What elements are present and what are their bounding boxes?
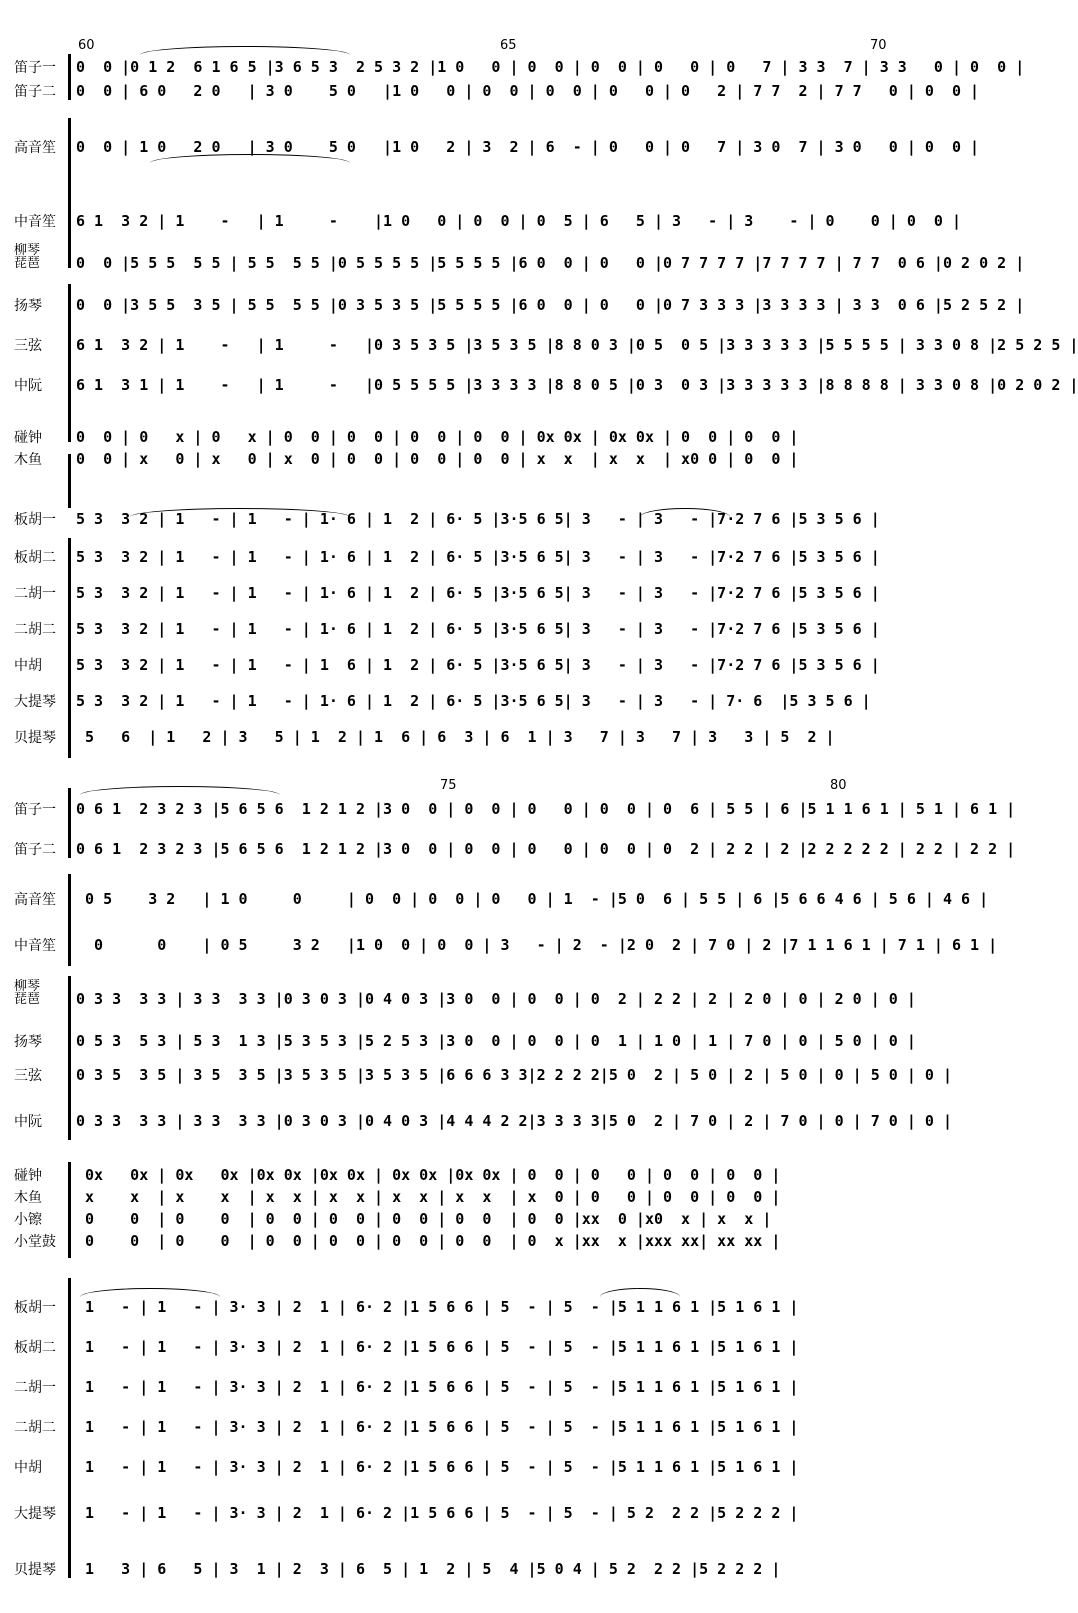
- staff-notes: 0 3 3 3 3 | 3 3 3 3 |0 3 0 3 |0 4 0 3 |3 0 0 | 0 0 | 0 2 | 2 2 | 2 | 2 0 | 0 | 2 0 | 0 |: [76, 990, 916, 1008]
- staff-label: 板胡二: [14, 1340, 56, 1356]
- staff-label: 贝提琴: [14, 1562, 56, 1578]
- staff-notes: 5 3 3 2 | 1 - | 1 - | 1· 6 | 1 2 | 6· 5 |3·5 6 5| 3 - | 3 - |7·2 7 6 |5 3 5 6 |: [76, 548, 880, 566]
- slur: [80, 1288, 220, 1297]
- staff-label: 木鱼: [14, 1190, 42, 1206]
- staff-label: 小堂鼓: [14, 1234, 56, 1250]
- staff-label: 板胡一: [14, 512, 56, 528]
- staff-label: 三弦: [14, 338, 42, 354]
- group-bracket: [68, 788, 71, 858]
- staff-notes: 0 0 | 6 0 2 0 | 3 0 5 0 |1 0 0 | 0 0 | 0 0 | 0 0 | 0 2 | 7 7 2 | 7 7 0 | 0 0 |: [76, 82, 980, 100]
- group-bracket: [68, 1278, 71, 1578]
- staff-label: 中阮: [14, 378, 42, 394]
- staff-notes: 1 - | 1 - | 3· 3 | 2 1 | 6· 2 |1 5 6 6 | 5 - | 5 - | 5 2 2 2 |5 2 2 2 |: [76, 1504, 799, 1522]
- staff-label: 碰钟: [14, 430, 42, 446]
- measure-number: 70: [870, 38, 887, 53]
- staff-label: 大提琴: [14, 694, 56, 710]
- staff-label: 二胡二: [14, 622, 56, 638]
- staff-notes: 0 3 5 3 5 | 3 5 3 5 |3 5 3 5 |3 5 3 5 |6 6 6 3 3|2 2 2 2|5 0 2 | 5 0 | 2 | 5 0 | 0 | 5 0 | 0 |: [76, 1066, 952, 1084]
- staff-label: 中音笙: [14, 214, 56, 230]
- staff-label: 大提琴: [14, 1506, 56, 1522]
- staff-notes: 0 0 | 1 0 2 0 | 3 0 5 0 |1 0 2 | 3 2 | 6 - | 0 0 | 0 7 | 3 0 7 | 3 0 0 | 0 0 |: [76, 138, 980, 156]
- staff-label: 中音笙: [14, 938, 56, 954]
- staff-label: 笛子一: [14, 60, 56, 76]
- staff-notes: 0 0 | 0 x | 0 x | 0 0 | 0 0 | 0 0 | 0 0 | 0x 0x | 0x 0x | 0 0 | 0 0 |: [76, 428, 799, 446]
- measure-number: 60: [78, 38, 95, 53]
- staff-notes: 0 6 1 2 3 2 3 |5 6 5 6 1 2 1 2 |3 0 0 | 0 0 | 0 0 | 0 0 | 0 2 | 2 2 | 2 |2 2 2 2 2 | 2 2 | 2 2 |: [76, 840, 1016, 858]
- staff-notes: 1 - | 1 - | 3· 3 | 2 1 | 6· 2 |1 5 6 6 | 5 - | 5 - |5 1 1 6 1 |5 1 6 1 |: [76, 1418, 799, 1436]
- staff-label: 笛子二: [14, 84, 56, 100]
- staff-label: 木鱼: [14, 452, 42, 468]
- group-bracket: [68, 54, 71, 100]
- group-bracket: [68, 976, 71, 1140]
- staff-label: 板胡二: [14, 550, 56, 566]
- staff-notes: 0x 0x | 0x 0x |0x 0x |0x 0x | 0x 0x |0x 0x | 0 0 | 0 0 | 0 0 | 0 0 |: [76, 1166, 781, 1184]
- staff-notes: 5 3 3 2 | 1 - | 1 - | 1· 6 | 1 2 | 6· 5 |3·5 6 5| 3 - | 3 - | 7· 6 |5 3 5 6 |: [76, 692, 871, 710]
- staff-label: 扬琴: [14, 298, 42, 314]
- staff-label: 高音笙: [14, 140, 56, 156]
- staff-notes: 1 - | 1 - | 3· 3 | 2 1 | 6· 2 |1 5 6 6 | 5 - | 5 - |5 1 1 6 1 |5 1 6 1 |: [76, 1298, 799, 1316]
- group-bracket: [68, 874, 71, 966]
- staff-label: 扬琴: [14, 1034, 42, 1050]
- staff-notes: 5 3 3 2 | 1 - | 1 - | 1· 6 | 1 2 | 6· 5 |3·5 6 5| 3 - | 3 - |7·2 7 6 |5 3 5 6 |: [76, 584, 880, 602]
- group-bracket: [68, 118, 71, 268]
- staff-label: 笛子二: [14, 842, 56, 858]
- staff-notes: 5 3 3 2 | 1 - | 1 - | 1 6 | 1 2 | 6· 5 |3·5 6 5| 3 - | 3 - |7·2 7 6 |5 3 5 6 |: [76, 656, 880, 674]
- group-bracket: [68, 1162, 71, 1258]
- staff-label: 二胡一: [14, 1380, 56, 1396]
- score-system-2: [0, 778, 1016, 1608]
- staff-label: 二胡一: [14, 586, 56, 602]
- staff-notes: 0 6 1 2 3 2 3 |5 6 5 6 1 2 1 2 |3 0 0 | 0 0 | 0 0 | 0 0 | 0 6 | 5 5 | 6 |5 1 1 6 1 | 5 1 | 6 1 |: [76, 800, 1016, 818]
- staff-notes: 0 0 | 0 5 3 2 |1 0 0 | 0 0 | 3 - | 2 - |2 0 2 | 7 0 | 2 |7 1 1 6 1 | 7 1 | 6 1 |: [76, 936, 998, 954]
- staff-notes: 0 0 |0 1 2 6 1 6 5 |3 6 5 3 2 5 3 2 |1 0 0 | 0 0 | 0 0 | 0 0 | 0 7 | 3 3 7 | 3 3 0 | 0 0 |: [76, 58, 1025, 76]
- staff-notes: 0 0 | 0 0 | 0 0 | 0 0 | 0 0 | 0 0 | 0 0 |xx 0 |x0 x | x x |: [76, 1210, 772, 1228]
- staff-notes: x x | x x | x x | x x | x x | x x | x 0 | 0 0 | 0 0 | 0 0 |: [76, 1188, 781, 1206]
- staff-label: 贝提琴: [14, 730, 56, 746]
- staff-notes: 1 3 | 6 5 | 3 1 | 2 3 | 6 5 | 1 2 | 5 4 |5 0 4 | 5 2 2 2 |5 2 2 2 |: [76, 1560, 781, 1578]
- staff-label: 碰钟: [14, 1168, 42, 1184]
- staff-notes: 0 5 3 2 | 1 0 0 | 0 0 | 0 0 | 0 0 | 1 - |5 0 6 | 5 5 | 6 |5 6 6 4 6 | 5 6 | 4 6 |: [76, 890, 989, 908]
- slur: [140, 46, 350, 55]
- staff-notes: 1 - | 1 - | 3· 3 | 2 1 | 6· 2 |1 5 6 6 | 5 - | 5 - |5 1 1 6 1 |5 1 6 1 |: [76, 1458, 799, 1476]
- staff-label: 高音笙: [14, 892, 56, 908]
- measure-number: 75: [440, 778, 457, 793]
- group-bracket: [68, 284, 71, 442]
- staff-label: 中胡: [14, 1460, 42, 1476]
- staff-notes: 1 - | 1 - | 3· 3 | 2 1 | 6· 2 |1 5 6 6 | 5 - | 5 - |5 1 1 6 1 |5 1 6 1 |: [76, 1378, 799, 1396]
- staff-label: 柳琴 琵琶: [14, 243, 41, 271]
- staff-label: 板胡一: [14, 1300, 56, 1316]
- staff-label: 三弦: [14, 1068, 42, 1084]
- score-system-1: [0, 38, 1078, 758]
- staff-notes: 0 0 |3 5 5 3 5 | 5 5 5 5 |0 3 5 3 5 |5 5 5 5 |6 0 0 | 0 0 |0 7 3 3 3 |3 3 3 3 | 3 3 0 6 |5 2 5 2 |: [76, 296, 1025, 314]
- staff-notes: 0 0 |5 5 5 5 5 | 5 5 5 5 |0 5 5 5 5 |5 5 5 5 |6 0 0 | 0 0 |0 7 7 7 7 |7 7 7 7 | 7 7 0 6 |0 2 0 2 |: [76, 254, 1025, 272]
- staff-notes: 1 - | 1 - | 3· 3 | 2 1 | 6· 2 |1 5 6 6 | 5 - | 5 - |5 1 1 6 1 |5 1 6 1 |: [76, 1338, 799, 1356]
- slur: [600, 1288, 680, 1297]
- staff-notes: 6 1 3 2 | 1 - | 1 - |0 3 5 3 5 |3 5 3 5 |8 8 0 3 |0 5 0 5 |3 3 3 3 3 |5 5 5 5 | 3 3 0 8 |2 5 2 5 |: [76, 336, 1078, 354]
- staff-notes: 0 0 | x 0 | x 0 | x 0 | 0 0 | 0 0 | 0 0 | x x | x x | x0 0 | 0 0 |: [76, 450, 799, 468]
- staff-label: 柳琴 琵琶: [14, 979, 41, 1007]
- staff-notes: 5 3 3 2 | 1 - | 1 - | 1· 6 | 1 2 | 6· 5 |3·5 6 5| 3 - | 3 - |7·2 7 6 |5 3 5 6 |: [76, 510, 880, 528]
- staff-notes: 6 1 3 1 | 1 - | 1 - |0 5 5 5 5 |3 3 3 3 |8 8 0 5 |0 3 0 3 |3 3 3 3 3 |8 8 8 8 | 3 3 0 8 |0 2 0 2 |: [76, 376, 1078, 394]
- staff-notes: 0 3 3 3 3 | 3 3 3 3 |0 3 0 3 |0 4 0 3 |4 4 4 2 2|3 3 3 3|5 0 2 | 7 0 | 2 | 7 0 | 0 | 7 0 | 0 |: [76, 1112, 952, 1130]
- staff-label: 二胡二: [14, 1420, 56, 1436]
- measure-number: 65: [500, 38, 517, 53]
- staff-label: 中胡: [14, 658, 42, 674]
- staff-notes: 6 1 3 2 | 1 - | 1 - |1 0 0 | 0 0 | 0 5 | 6 5 | 3 - | 3 - | 0 0 | 0 0 |: [76, 212, 962, 230]
- staff-notes: 0 0 | 0 0 | 0 0 | 0 0 | 0 0 | 0 0 | 0 x |xx x |xxx xx| xx xx |: [76, 1232, 781, 1250]
- group-bracket: [68, 538, 71, 758]
- staff-notes: 0 5 3 5 3 | 5 3 1 3 |5 3 5 3 |5 2 5 3 |3 0 0 | 0 0 | 0 1 | 1 0 | 1 | 7 0 | 0 | 5 0 | 0 |: [76, 1032, 916, 1050]
- staff-label: 中阮: [14, 1114, 42, 1130]
- slur: [80, 786, 280, 795]
- staff-notes: 5 6 | 1 2 | 3 5 | 1 2 | 1 6 | 6 3 | 6 1 | 3 7 | 3 7 | 3 3 | 5 2 |: [76, 728, 835, 746]
- group-bracket: [68, 454, 71, 508]
- staff-label: 小镲: [14, 1212, 42, 1228]
- measure-number: 80: [830, 778, 847, 793]
- staff-notes: 5 3 3 2 | 1 - | 1 - | 1· 6 | 1 2 | 6· 5 |3·5 6 5| 3 - | 3 - |7·2 7 6 |5 3 5 6 |: [76, 620, 880, 638]
- staff-label: 笛子一: [14, 802, 56, 818]
